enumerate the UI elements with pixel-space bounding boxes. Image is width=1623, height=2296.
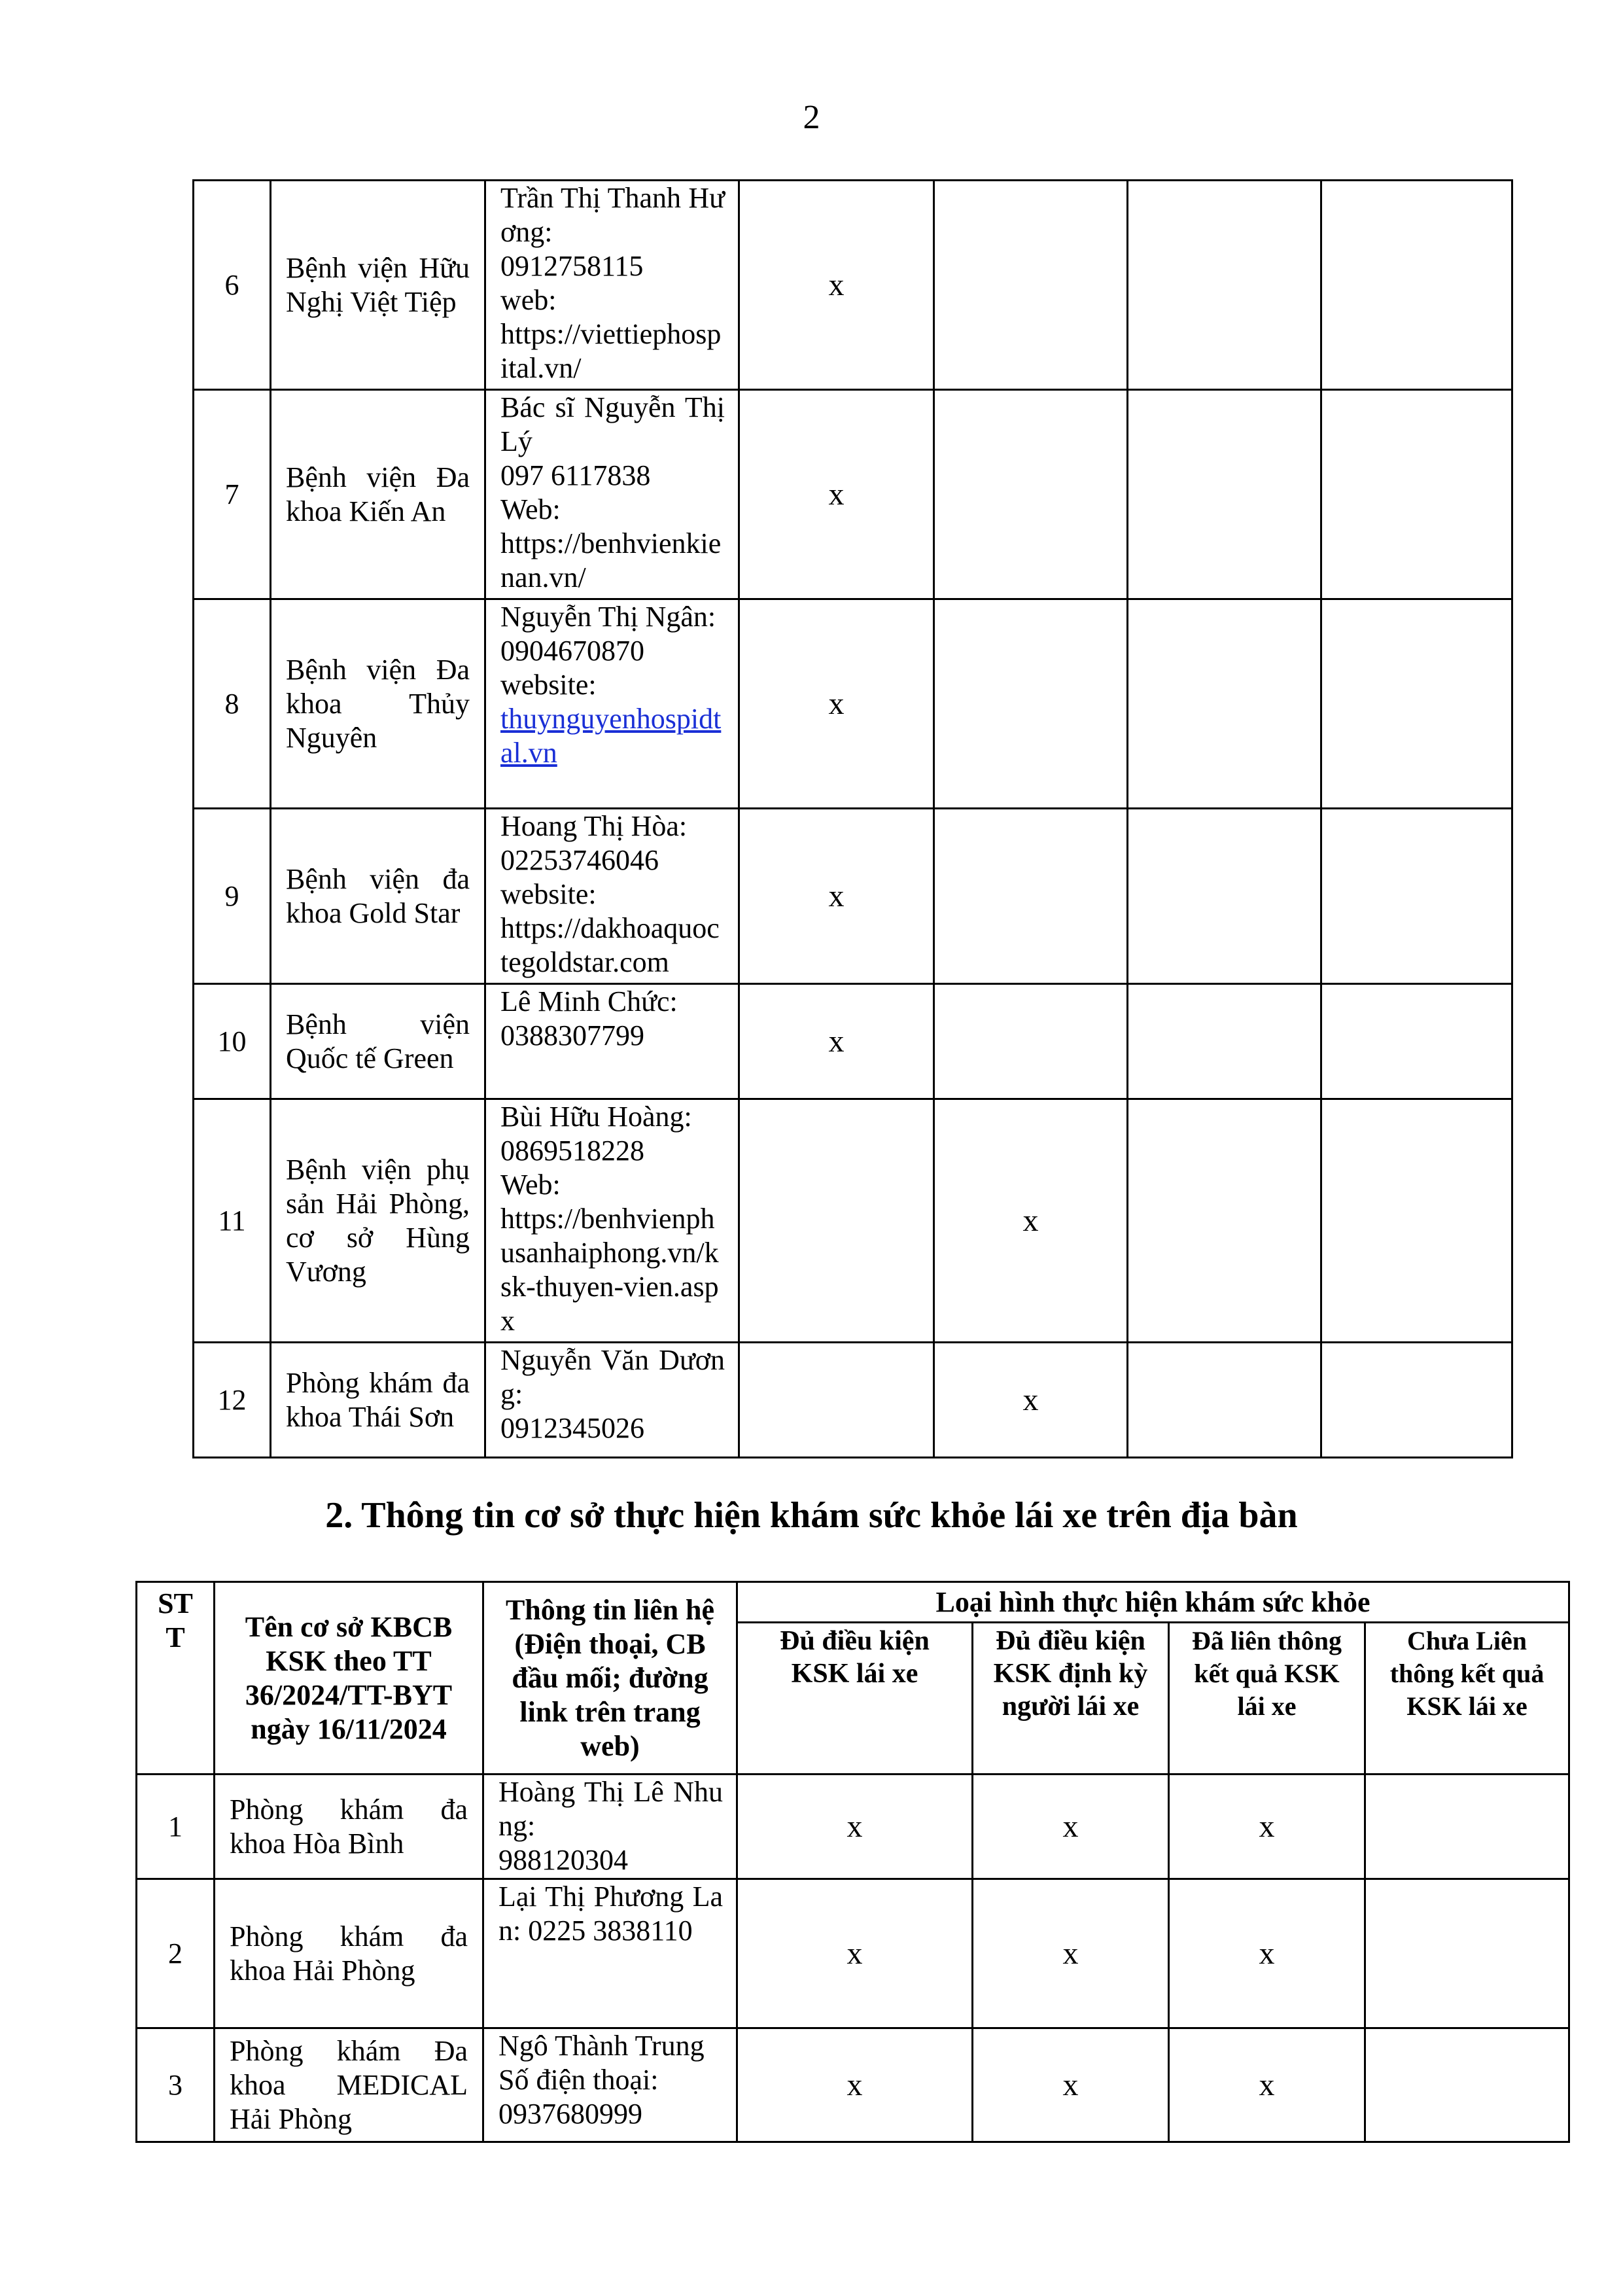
header-stt: STT: [137, 1582, 215, 1775]
header-linked-results: Đã liên thông kết quả KSK lái xe: [1169, 1623, 1365, 1775]
mark-col-2: x: [934, 1099, 1128, 1343]
contact-info: [485, 181, 739, 390]
contact-line: 0937680999: [498, 2098, 642, 2130]
contact-line: https://benhvienphusanhaiphong.vn/ksk-thuyen-vien.aspx: [500, 1203, 719, 1337]
row-number: 11: [194, 1099, 271, 1343]
section-2-title: 2. Thông tin cơ sở thực hiện khám sức khỏe lái xe trên địa bàn: [325, 1495, 1298, 1536]
mark-linked-results: x: [1169, 2028, 1365, 2142]
facility-name: Phòng khám Đa khoa MEDICAL Hải Phòng: [215, 2028, 483, 2142]
mark-col-4: [1321, 984, 1512, 1099]
contact-info: [485, 809, 739, 984]
mark-col-1: x: [739, 809, 934, 984]
mark-col-2: [934, 390, 1128, 599]
contact-line: https://dakhoaquoctegoldstar.com: [500, 912, 720, 978]
header-not-linked-results: Chưa Liên thông kết quả KSK lái xe: [1365, 1623, 1569, 1775]
table-row: [194, 809, 1512, 984]
contact-line: 988120304: [498, 1844, 628, 1876]
mark-col-4: [1321, 1343, 1512, 1458]
contact-info: [485, 1343, 739, 1458]
mark-col-1: [739, 1099, 934, 1343]
mark-col-3: [1128, 984, 1321, 1099]
mark-col-2: [934, 181, 1128, 390]
row-number: 3: [137, 2028, 215, 2142]
table-row: [137, 1775, 1569, 1879]
row-number: 10: [194, 984, 271, 1099]
table-row: [194, 1343, 1512, 1458]
facility-name: Phòng khám đa khoa Thái Sơn: [271, 1343, 485, 1458]
facility-name: Bệnh viện đa khoa Gold Star: [271, 809, 485, 984]
contact-line: Số điện thoại:: [498, 2064, 659, 2096]
table-row: [194, 984, 1512, 1099]
mark-col-3: [1128, 181, 1321, 390]
mark-col-3: [1128, 809, 1321, 984]
page-number: 2: [803, 99, 820, 136]
contact-line: website:: [500, 878, 597, 910]
header-eligible-periodic-ksk: Đủ điều kiện KSK định kỳ người lái xe: [973, 1623, 1169, 1775]
mark-col-4: [1321, 181, 1512, 390]
mark-eligible-driver-ksk: x: [737, 1879, 973, 2028]
mark-not-linked-results: [1365, 1775, 1569, 1879]
contact-line: https://viettiephospital.vn/: [500, 318, 722, 384]
mark-col-3: [1128, 599, 1321, 809]
mark-col-2: [934, 984, 1128, 1099]
contact-line: 0912345026: [500, 1412, 644, 1444]
mark-eligible-periodic-ksk: x: [973, 2028, 1169, 2142]
mark-col-3: [1128, 390, 1321, 599]
contact-line: Nguyễn Thị Ngân:: [500, 601, 716, 633]
contact-line: Ngô Thành Trung: [498, 2030, 705, 2062]
contact-line: Lê Minh Chức:: [500, 985, 678, 1017]
table-row: [137, 2028, 1569, 2142]
mark-col-2: x: [934, 1343, 1128, 1458]
facility-name: Bệnh viện Hữu Nghị Việt Tiệp: [271, 181, 485, 390]
row-number: 2: [137, 1879, 215, 2028]
table-row: [194, 390, 1512, 599]
mark-col-2: [934, 809, 1128, 984]
row-number: 12: [194, 1343, 271, 1458]
mark-eligible-periodic-ksk: x: [973, 1879, 1169, 2028]
mark-not-linked-results: [1365, 1879, 1569, 2028]
table-row: [194, 1099, 1512, 1343]
contact-line: 0388307799: [500, 1019, 644, 1051]
mark-col-1: x: [739, 599, 934, 809]
facility-name: Bệnh viện phụ sản Hải Phòng, cơ sở Hùng Vương: [271, 1099, 485, 1343]
mark-col-3: [1128, 1343, 1321, 1458]
row-number: 8: [194, 599, 271, 809]
header-exam-type-group: Loại hình thực hiện khám sức khỏe: [737, 1582, 1569, 1623]
contact-info: [483, 1775, 737, 1879]
mark-col-4: [1321, 599, 1512, 809]
mark-eligible-driver-ksk: x: [737, 1775, 973, 1879]
contact-info: [485, 599, 739, 809]
mark-col-2: [934, 599, 1128, 809]
contact-line: Hoàng Thị Lê Nhung:: [498, 1776, 723, 1842]
contact-line: 0912758115: [500, 250, 644, 282]
contact-line: Bùi Hữu Hoàng:: [500, 1101, 692, 1133]
contact-line: 02253746046: [500, 844, 659, 876]
contact-line: Bác sĩ Nguyễn Thị Lý: [500, 391, 725, 457]
header-eligible-driver-ksk: Đủ điều kiện KSK lái xe: [737, 1623, 973, 1775]
mark-not-linked-results: [1365, 2028, 1569, 2142]
facility-name: Bệnh viện Đa khoa Kiến An: [271, 390, 485, 599]
website-link[interactable]: thuynguyenhospidtal.vn: [500, 703, 722, 769]
header-facility-name: Tên cơ sở KBCB KSK theo TT 36/2024/TT-BYT ngày 16/11/2024: [215, 1582, 483, 1775]
contact-info: [483, 1879, 737, 2028]
mark-col-1: x: [739, 984, 934, 1099]
contact-line: website:: [500, 669, 597, 701]
contact-info: [483, 2028, 737, 2142]
contact-line: Hoang Thị Hòa:: [500, 810, 688, 842]
mark-linked-results: x: [1169, 1879, 1365, 2028]
contact-line: Lại Thị Phương Lan: 0225 3838110: [498, 1881, 723, 1947]
contact-info: [485, 984, 739, 1099]
contact-line: web:: [500, 284, 557, 316]
facility-name: Bệnh viện Quốc tế Green: [271, 984, 485, 1099]
contact-info: [485, 390, 739, 599]
contact-info: [485, 1099, 739, 1343]
mark-col-4: [1321, 390, 1512, 599]
mark-eligible-periodic-ksk: x: [973, 1775, 1169, 1879]
table-row: [194, 599, 1512, 809]
facility-name: Phòng khám đa khoa Hải Phòng: [215, 1879, 483, 2028]
contact-line: Nguyễn Văn Dương:: [500, 1344, 725, 1410]
mark-eligible-driver-ksk: x: [737, 2028, 973, 2142]
contact-line: 0904670870: [500, 635, 644, 667]
header-contact-info: Thông tin liên hệ (Điện thoại, CB đầu mối; đường link trên trang web): [483, 1582, 737, 1775]
mark-linked-results: x: [1169, 1775, 1365, 1879]
mark-col-1: x: [739, 181, 934, 390]
row-number: 9: [194, 809, 271, 984]
mark-col-4: [1321, 809, 1512, 984]
contact-line: Web:: [500, 1169, 561, 1201]
mark-col-1: [739, 1343, 934, 1458]
facility-table-1: [192, 179, 1513, 1458]
facility-name: Phòng khám đa khoa Hòa Bình: [215, 1775, 483, 1879]
contact-line: Web:: [500, 493, 561, 525]
row-number: 1: [137, 1775, 215, 1879]
contact-line: Trần Thị Thanh Hương:: [500, 182, 725, 248]
contact-line: 097 6117838: [500, 459, 651, 491]
table-row: [194, 181, 1512, 390]
mark-col-3: [1128, 1099, 1321, 1343]
table-row: [137, 1879, 1569, 2028]
contact-line: 0869518228: [500, 1135, 644, 1167]
mark-col-4: [1321, 1099, 1512, 1343]
row-number: 7: [194, 390, 271, 599]
driver-health-check-table: [135, 1581, 1570, 2143]
row-number: 6: [194, 181, 271, 390]
facility-name: Bệnh viện Đa khoa Thủy Nguyên: [271, 599, 485, 809]
mark-col-1: x: [739, 390, 934, 599]
contact-line: https://benhvienkienan.vn/: [500, 527, 722, 593]
